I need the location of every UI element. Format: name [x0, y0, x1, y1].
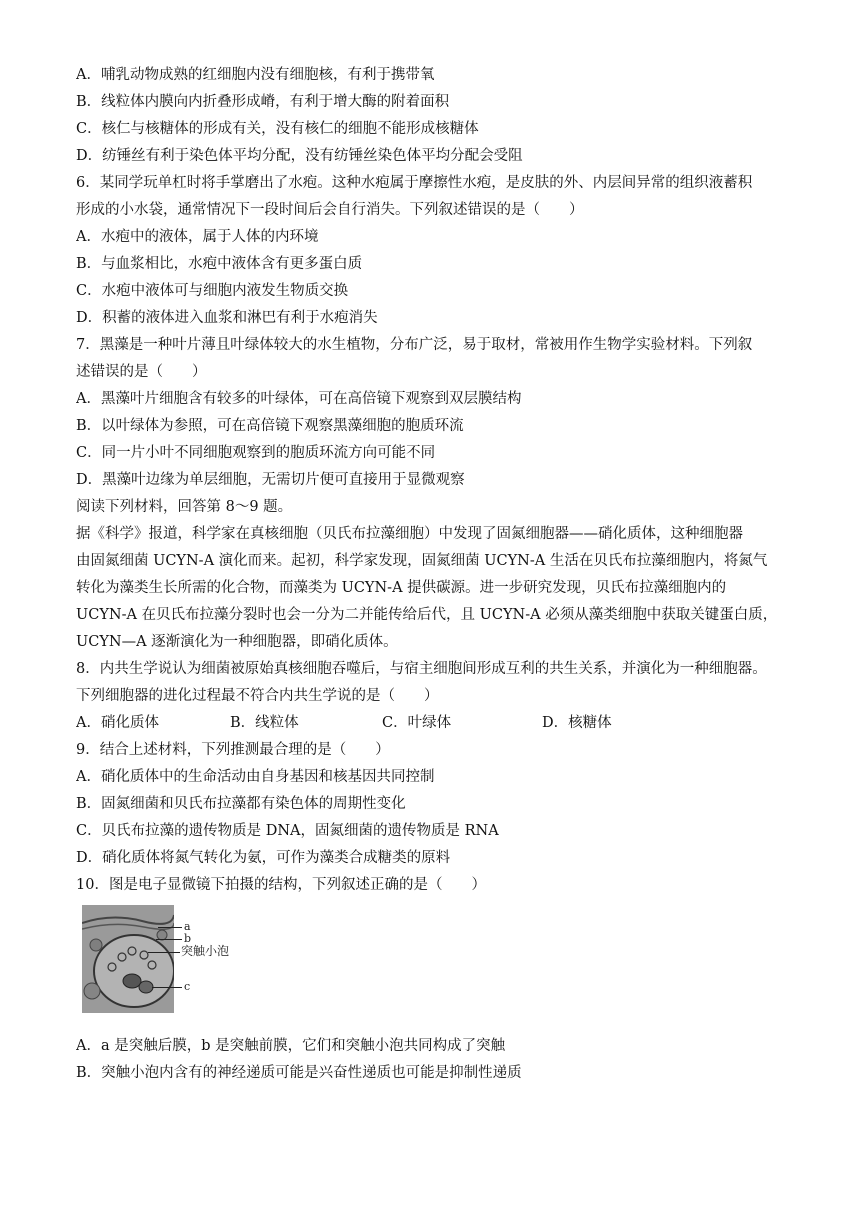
q10-option-a: A．a 是突触后膜，b 是突触前膜，它们和突触小泡共同构成了突触 [76, 1038, 506, 1054]
q8-option-b: B．线粒体 [230, 715, 299, 731]
q10-stem: 10．图是电子显微镜下拍摄的结构，下列叙述正确的是（ ） [76, 877, 486, 893]
q10-option-b: B．突触小泡内含有的神经递质可能是兴奋性递质也可能是抑制性递质 [76, 1065, 522, 1081]
micrograph-drawing [82, 905, 174, 1013]
q7-option-b: B．以叶绿体为参照，可在高倍镜下观察黑藻细胞的胞质环流 [76, 418, 464, 434]
q8-option-d: D．核糖体 [542, 715, 612, 731]
q6-stem-line2: 形成的小水袋，通常情况下一段时间后会自行消失。下列叙述错误的是（ ） [76, 202, 584, 218]
q9-option-a: A．硝化质体中的生命活动由自身基因和核基因共同控制 [76, 769, 435, 785]
q8-stem-line2: 下列细胞器的进化过程最不符合内共生学说的是（ ） [76, 688, 439, 704]
q7-option-d: D．黑藻叶边缘为单层细胞，无需切片便可直接用于显微观察 [76, 472, 465, 488]
material-intro: 阅读下列材料，回答第 8～9 题。 [76, 499, 293, 515]
q7-option-c: C．同一片小叶不同细胞观察到的胞质环流方向可能不同 [76, 445, 436, 461]
label-c: c [184, 980, 191, 993]
q8-options [76, 710, 788, 737]
label-b: b [184, 932, 192, 945]
material-line2: 由固氮细菌 UCYN-A 演化而来。起初，科学家发现，固氮细菌 UCYN-A 生活在贝氏布拉藻细胞内，将氮气 [76, 553, 768, 569]
q9-stem: 9．结合上述材料，下列推测最合理的是（ ） [76, 742, 390, 758]
q9-option-b: B．固氮细菌和贝氏布拉藻都有染色体的周期性变化 [76, 796, 406, 812]
q6-option-d: D．积蓄的液体进入血浆和淋巴有利于水疱消失 [76, 310, 378, 326]
q9-option-d: D．硝化质体将氮气转化为氨，可作为藻类合成糖类的原料 [76, 850, 451, 866]
q7-stem-line1: 7．黑藻是一种叶片薄且叶绿体较大的水生植物，分布广泛，易于取材，常被用作生物学实验材料。下列叙 [76, 337, 753, 353]
q8-option-a: A．硝化质体 [76, 715, 159, 731]
label-c-leader [152, 987, 182, 988]
label-vesicle-leader [148, 952, 180, 953]
q6-stem-line1: 6．某同学玩单杠时将手掌磨出了水疱。这种水疱属于摩擦性水疱，是皮肤的外、内层间异常的组织液蓄积 [76, 175, 753, 191]
q8-option-c: C．叶绿体 [382, 715, 452, 731]
q6-option-c: C．水疱中液体可与细胞内液发生物质交换 [76, 283, 349, 299]
q7-option-a: A．黑藻叶片细胞含有较多的叶绿体，可在高倍镜下观察到双层膜结构 [76, 391, 522, 407]
label-b-leader [156, 939, 182, 940]
exam-page [76, 62, 788, 1087]
label-a: a [184, 920, 191, 933]
synapse-micrograph [82, 905, 174, 1013]
material-line5: UCYN—A 逐渐演化为一种细胞器，即硝化质体。 [76, 634, 398, 650]
q5-option-b: B．线粒体内膜向内折叠形成嵴，有利于增大酶的附着面积 [76, 94, 450, 110]
q7-stem-line2: 述错误的是（ ） [76, 364, 207, 380]
q6-option-a: A．水疱中的液体，属于人体的内环境 [76, 229, 319, 245]
label-synaptic-vesicle: 突触小泡 [181, 944, 230, 958]
q9-option-c: C．贝氏布拉藻的遗传物质是 DNA，固氮细菌的遗传物质是 RNA [76, 823, 499, 839]
label-a-leader [158, 927, 182, 928]
q5-option-c: C．核仁与核糖体的形成有关，没有核仁的细胞不能形成核糖体 [76, 121, 479, 137]
material-line4: UCYN-A 在贝氏布拉藻分裂时也会一分为二并能传给后代，且 UCYN-A 必须从藻类细胞中获取关键蛋白质， [76, 607, 778, 623]
material-line1: 据《科学》报道，科学家在真核细胞（贝氏布拉藻细胞）中发现了固氮细胞器——硝化质体，这种细胞器 [76, 526, 743, 542]
q6-option-b: B．与血浆相比，水疱中液体含有更多蛋白质 [76, 256, 363, 272]
synapse-micrograph-figure [82, 905, 242, 1021]
q5-option-a: A．哺乳动物成熟的红细胞内没有细胞核，有利于携带氧 [76, 67, 435, 83]
material-line3: 转化为藻类生长所需的化合物，而藻类为 UCYN-A 提供碳源。进一步研究发现，贝氏布拉藻细胞内的 [76, 580, 727, 596]
q8-stem-line1: 8．内共生学说认为细菌被原始真核细胞吞噬后，与宿主细胞间形成互利的共生关系，并演化为一种细胞器。 [76, 661, 767, 677]
q5-option-d: D．纺锤丝有利于染色体平均分配，没有纺锤丝染色体平均分配会受阻 [76, 148, 523, 164]
